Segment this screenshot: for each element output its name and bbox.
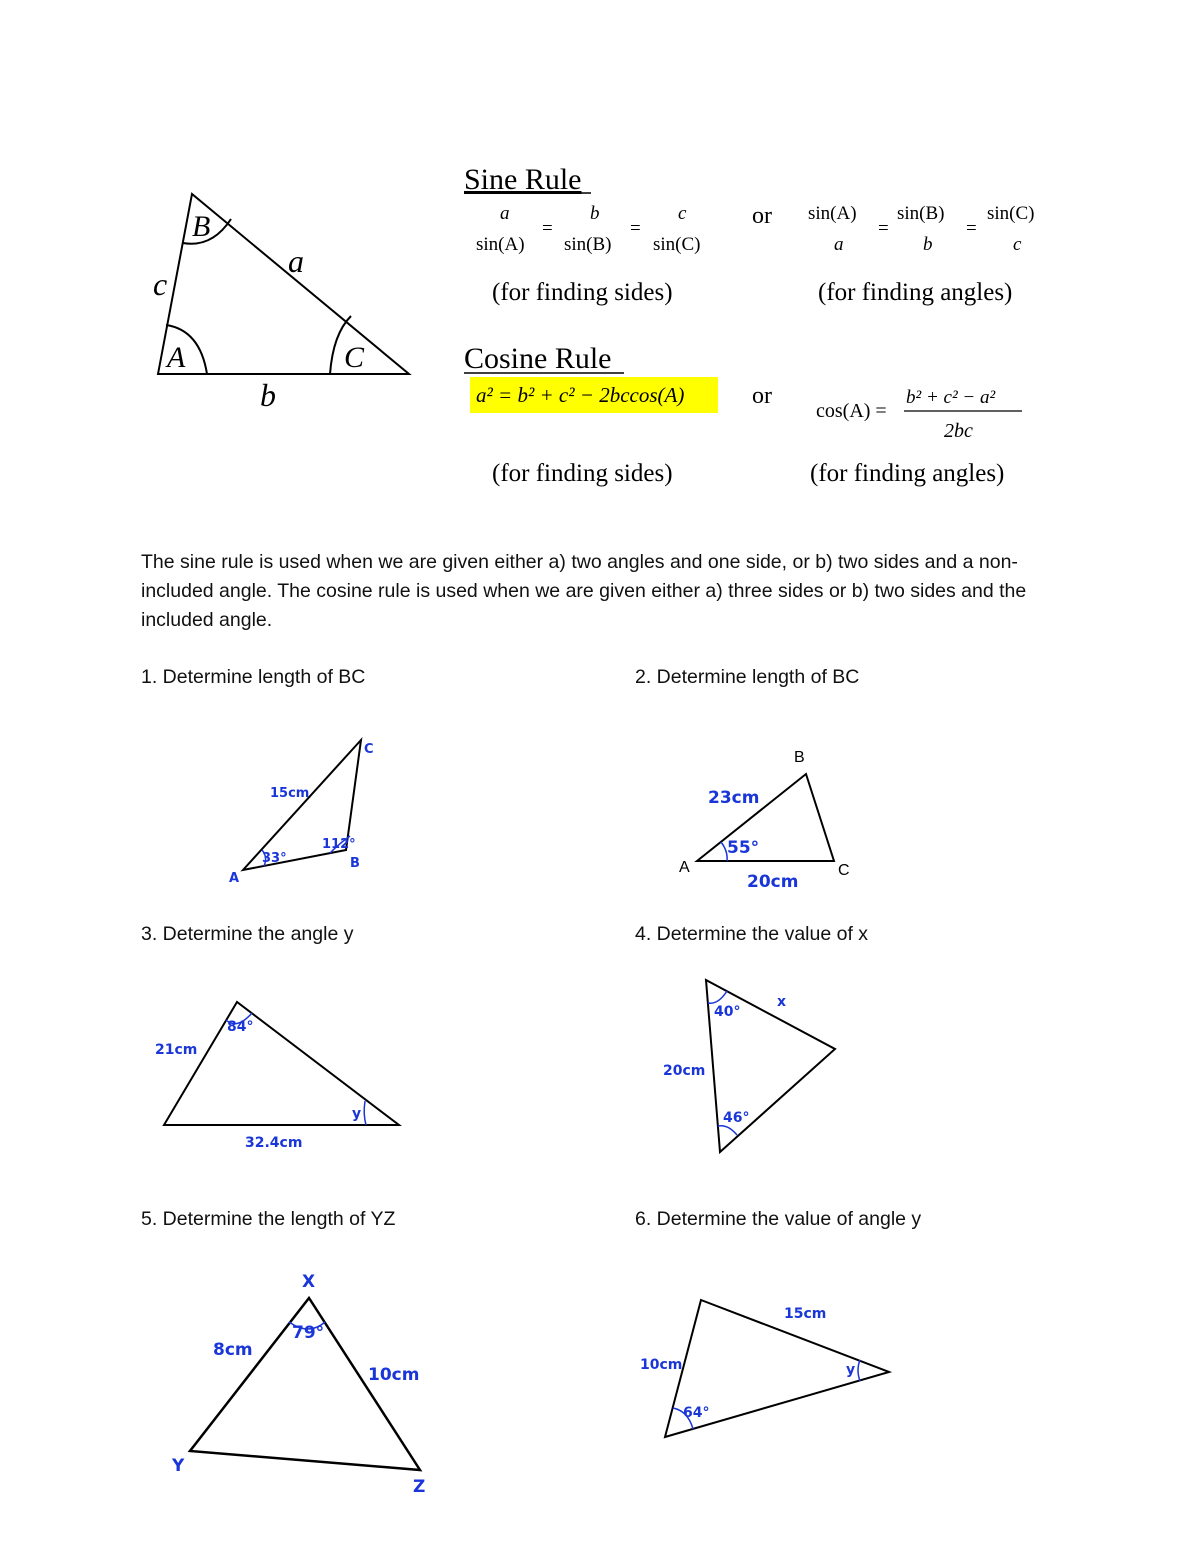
question-4-label: 4. Determine the value of x <box>635 923 869 945</box>
ref-vertex-B: B <box>192 210 211 243</box>
svg-text:112°: 112° <box>322 837 356 852</box>
cosine-angles-formula <box>816 387 1022 442</box>
svg-text:32.4cm: 32.4cm <box>245 1135 303 1151</box>
question-5-triangle <box>171 1272 425 1497</box>
ref-vertex-A: A <box>167 341 186 374</box>
svg-text:A: A <box>679 859 690 876</box>
svg-text:20cm: 20cm <box>747 872 799 892</box>
ref-side-a: a <box>288 243 304 279</box>
svg-text:y: y <box>846 1362 856 1378</box>
svg-text:X: X <box>302 1272 316 1292</box>
svg-text:sin(A): sin(A) <box>808 203 857 224</box>
cosine-for-angles: (for finding angles) <box>810 460 1005 487</box>
svg-text:20cm: 20cm <box>663 1063 706 1079</box>
question-3-label: 3. Determine the angle y <box>141 923 354 945</box>
svg-text:15cm: 15cm <box>270 786 310 801</box>
svg-text:sin(A): sin(A) <box>476 234 525 255</box>
question-2-triangle <box>679 749 850 892</box>
question-4-triangle <box>663 980 835 1152</box>
svg-text:b: b <box>923 234 933 255</box>
svg-text:c: c <box>1013 234 1022 255</box>
svg-text:79°: 79° <box>292 1323 325 1343</box>
svg-text:cos(A) =: cos(A) = <box>816 400 887 422</box>
svg-text:b² + c² − a²: b² + c² − a² <box>906 387 996 408</box>
svg-text:10cm: 10cm <box>640 1357 683 1373</box>
ref-side-b: b <box>260 377 276 413</box>
svg-text:=: = <box>542 218 553 239</box>
svg-text:55°: 55° <box>727 838 760 858</box>
svg-text:Y: Y <box>172 1456 185 1476</box>
question-1-triangle <box>229 740 374 886</box>
svg-text:sin(C): sin(C) <box>987 203 1035 224</box>
svg-text:x: x <box>777 994 787 1010</box>
svg-text:a: a <box>500 203 510 224</box>
svg-text:23cm: 23cm <box>708 788 760 808</box>
intro-paragraph: The sine rule is used when we are given either a) two angles and one side, or b) two sides and a non-included angle. The cosine rule is used when we are given either a) three sides or b) two sides and the included angle. <box>141 551 1027 631</box>
rules-header-figure <box>0 0 1200 520</box>
svg-text:40°: 40° <box>714 1004 741 1020</box>
svg-text:21cm: 21cm <box>155 1042 198 1058</box>
svg-text:y: y <box>352 1106 362 1122</box>
svg-text:C: C <box>364 742 374 757</box>
ref-side-c: c <box>153 266 168 302</box>
svg-text:B: B <box>794 749 805 766</box>
svg-text:sin(C): sin(C) <box>653 234 701 255</box>
question-3-triangle <box>155 1002 399 1151</box>
svg-text:Z: Z <box>413 1477 426 1497</box>
svg-text:33°: 33° <box>262 851 287 866</box>
svg-text:sin(B): sin(B) <box>897 203 945 224</box>
svg-text:sin(B): sin(B) <box>564 234 612 255</box>
svg-text:8cm: 8cm <box>213 1340 253 1360</box>
question-6-triangle <box>640 1300 889 1437</box>
svg-text:84°: 84° <box>227 1019 254 1035</box>
svg-text:B: B <box>350 856 360 871</box>
cosine-rule-title: Cosine Rule <box>464 342 612 375</box>
svg-text:C: C <box>838 862 850 879</box>
svg-text:=: = <box>878 218 889 239</box>
sine-for-sides: (for finding sides) <box>492 279 673 306</box>
question-1-label: 1. Determine length of BC <box>141 666 366 688</box>
svg-text:46°: 46° <box>723 1110 750 1126</box>
svg-text:A: A <box>229 871 240 886</box>
svg-text:c: c <box>678 203 687 224</box>
svg-text:=: = <box>630 218 641 239</box>
cosine-sides-formula: a² = b² + c² − 2bccos(A) <box>476 383 685 407</box>
svg-text:64°: 64° <box>683 1405 710 1421</box>
svg-text:b: b <box>590 203 600 224</box>
cosine-for-sides: (for finding sides) <box>492 460 673 487</box>
svg-text:10cm: 10cm <box>368 1365 420 1385</box>
question-2-label: 2. Determine length of BC <box>635 666 860 688</box>
svg-text:=: = <box>966 218 977 239</box>
svg-text:a: a <box>834 234 844 255</box>
sine-rule-title: Sine Rule <box>464 163 582 196</box>
svg-text:15cm: 15cm <box>784 1306 827 1322</box>
sine-for-angles: (for finding angles) <box>818 279 1013 306</box>
question-5-label: 5. Determine the length of YZ <box>141 1208 396 1230</box>
or-label-1: or <box>752 203 772 229</box>
svg-text:2bc: 2bc <box>944 420 973 442</box>
ref-vertex-C: C <box>344 341 365 374</box>
question-6-label: 6. Determine the value of angle y <box>635 1208 922 1230</box>
sine-rule-sides-formula <box>476 203 701 255</box>
sine-rule-angles-formula <box>808 203 1035 255</box>
or-label-2: or <box>752 383 772 409</box>
reference-triangle <box>153 194 409 413</box>
